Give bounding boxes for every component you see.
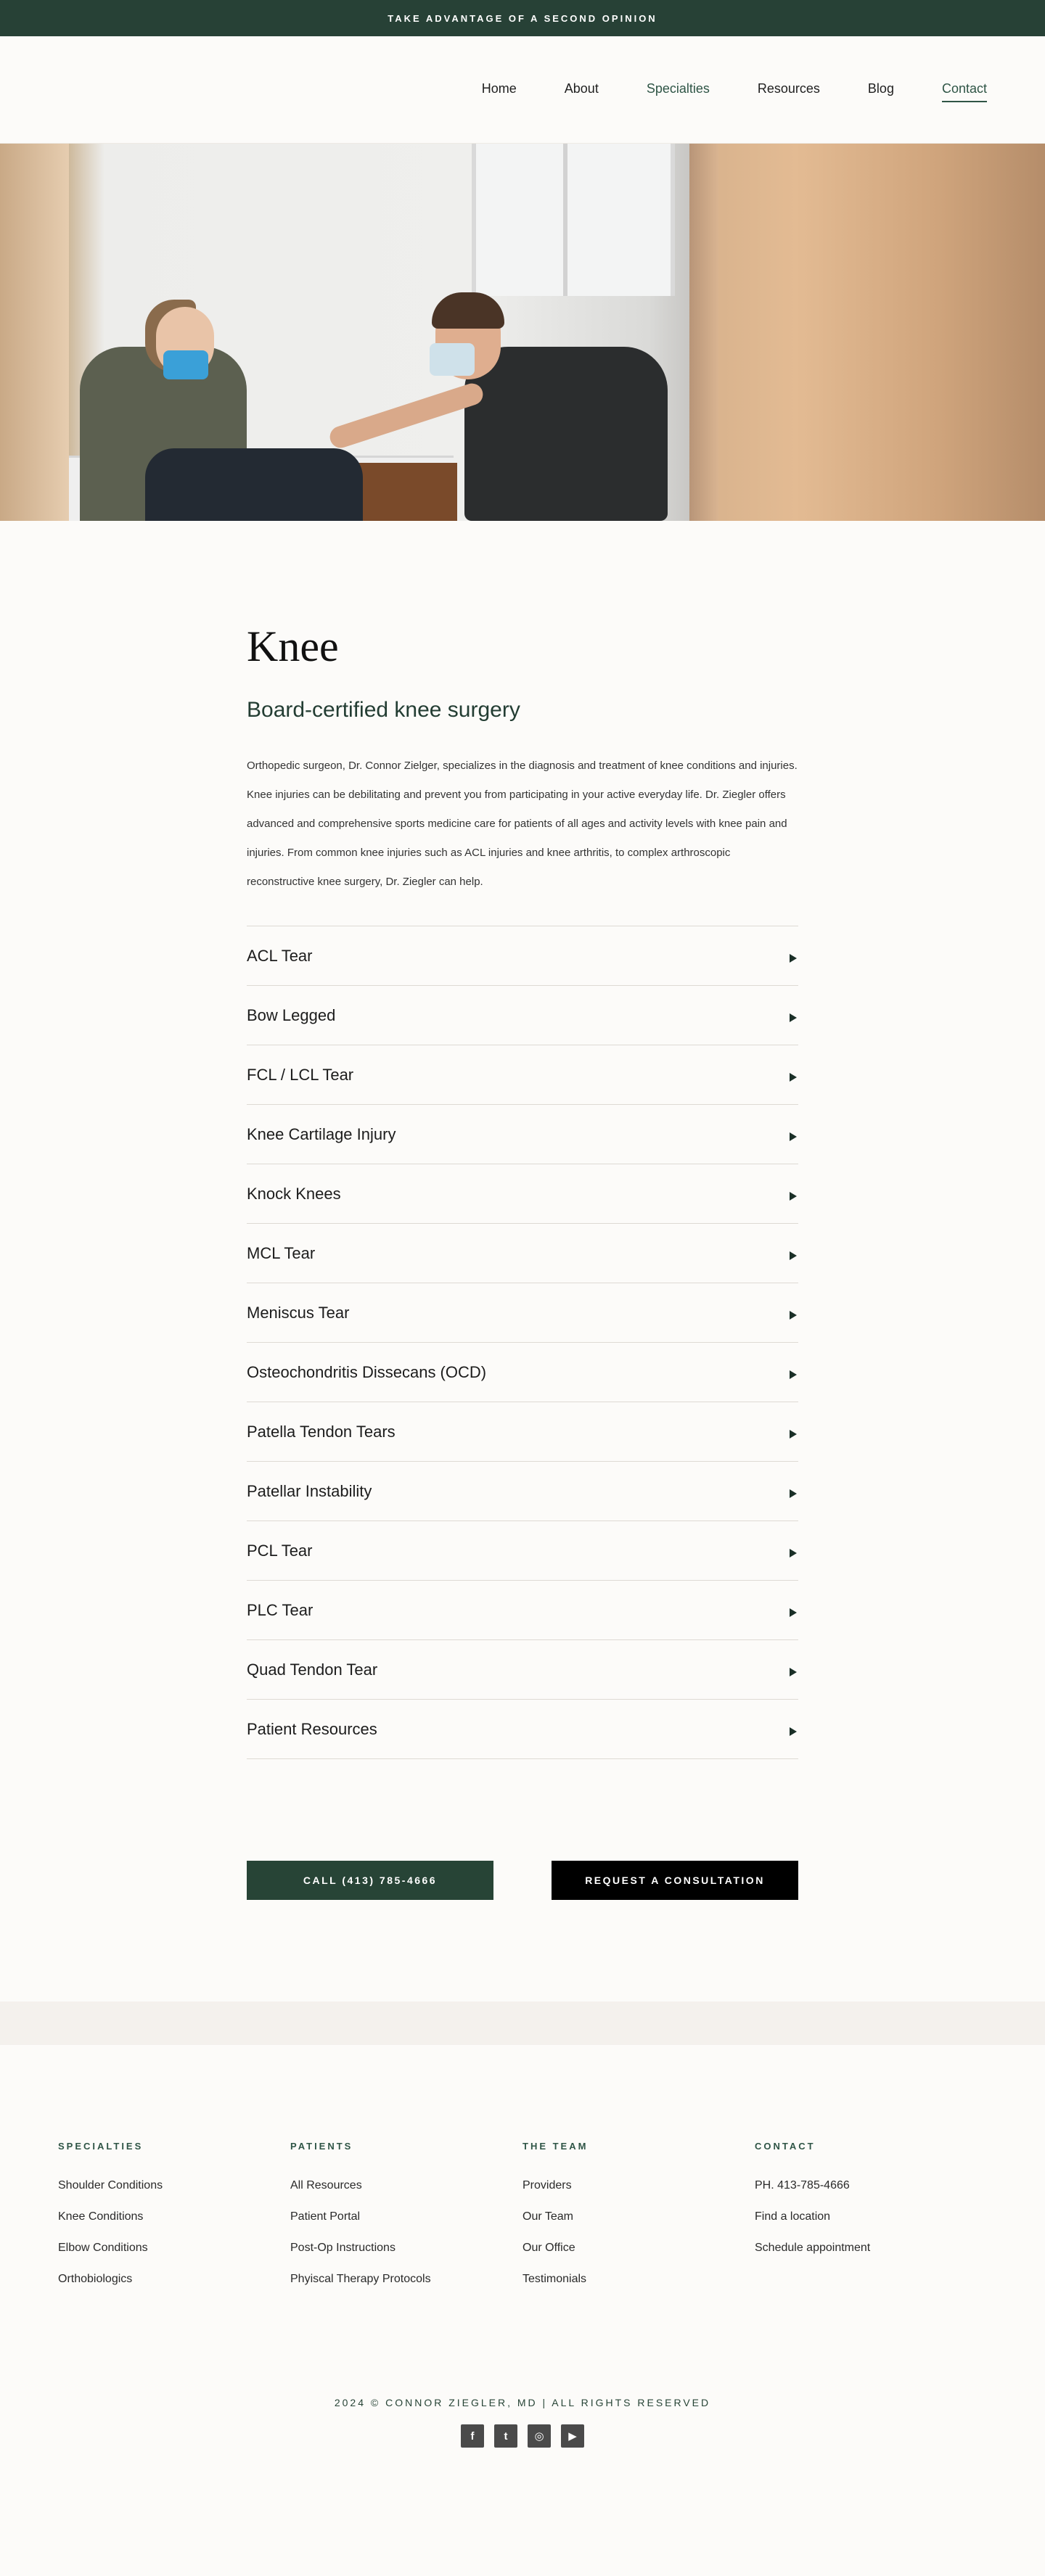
accordion-label: Quad Tendon Tear bbox=[247, 1660, 378, 1679]
accordion-label: Knee Cartilage Injury bbox=[247, 1124, 396, 1143]
footer-heading: PATIENTS bbox=[290, 2141, 353, 2152]
intro-paragraph: Orthopedic surgeon, Dr. Connor Zielger, specializes in the diagnosis and treatment of knee conditions and injuries. Knee injuries can be debilitating and prevent you from participating in your active everyday life. Dr. Ziegler offers advanced and comprehensive sports medicine care for patients of all ages and activity levels with knee pain and injuries. From common knee injuries such as ACL injuries and knee arthritis, to complex arthroscopic reconstructive knee surgery, Dr. Ziegler can help. bbox=[247, 760, 798, 888]
caret-right-icon bbox=[790, 1192, 797, 1201]
accordion-item-knock-knees[interactable] bbox=[247, 1164, 798, 1224]
accordion-item-acl-tear[interactable] bbox=[247, 926, 798, 986]
footer-heading: SPECIALTIES bbox=[58, 2141, 144, 2152]
accordion-item-ocd[interactable] bbox=[247, 1343, 798, 1402]
footer-link[interactable]: Patient Portal bbox=[290, 2210, 361, 2223]
site-footer bbox=[0, 2045, 1045, 2448]
page-subtitle: Board-certified knee surgery bbox=[247, 698, 520, 722]
footer-link[interactable]: All Resources bbox=[290, 2179, 362, 2192]
footer-link-schedule[interactable]: Schedule appointment bbox=[755, 2242, 871, 2254]
footer-heading: THE TEAM bbox=[522, 2141, 589, 2152]
footer-link[interactable]: Providers bbox=[522, 2179, 572, 2192]
footer-col-contact bbox=[755, 2141, 987, 2304]
footer-link[interactable]: Our Team bbox=[522, 2210, 573, 2223]
footer-link[interactable]: Orthobiologics bbox=[58, 2273, 133, 2285]
site-header bbox=[0, 36, 1045, 144]
footer-link-phone[interactable]: PH. 413-785-4666 bbox=[755, 2179, 850, 2192]
youtube-icon[interactable]: ▶ bbox=[561, 2424, 584, 2448]
accordion-label: Osteochondritis Dissecans (OCD) bbox=[247, 1362, 487, 1381]
footer-col-patients bbox=[290, 2141, 522, 2304]
caret-right-icon bbox=[790, 1727, 797, 1736]
request-consultation-button[interactable]: REQUEST A CONSULTATION bbox=[552, 1861, 798, 1900]
footer-link[interactable]: Post-Op Instructions bbox=[290, 2242, 396, 2254]
accordion-label: FCL / LCL Tear bbox=[247, 1065, 354, 1084]
footer-link[interactable]: Elbow Conditions bbox=[58, 2242, 148, 2254]
accordion-item-meniscus-tear[interactable] bbox=[247, 1283, 798, 1343]
accordion-item-fcl-lcl-tear[interactable] bbox=[247, 1045, 798, 1105]
conditions-accordion bbox=[247, 926, 798, 1759]
accordion-item-knee-cartilage-injury[interactable] bbox=[247, 1105, 798, 1164]
nav-specialties[interactable]: Specialties bbox=[646, 81, 710, 96]
caret-right-icon bbox=[790, 1370, 797, 1379]
accordion-label: Patient Resources bbox=[247, 1719, 377, 1738]
caret-right-icon bbox=[790, 1073, 797, 1082]
nav-blog[interactable]: Blog bbox=[867, 81, 894, 96]
caret-right-icon bbox=[790, 1013, 797, 1022]
hero-image bbox=[0, 144, 1045, 521]
accordion-item-patellar-instability[interactable] bbox=[247, 1462, 798, 1521]
nav-home[interactable]: Home bbox=[481, 81, 517, 96]
main-content bbox=[247, 521, 798, 1900]
accordion-item-patient-resources[interactable] bbox=[247, 1700, 798, 1759]
caret-right-icon bbox=[790, 1251, 797, 1260]
nav-about[interactable]: About bbox=[564, 81, 599, 96]
accordion-item-bow-legged[interactable] bbox=[247, 986, 798, 1045]
footer-link[interactable]: Our Office bbox=[522, 2242, 575, 2254]
accordion-label: ACL Tear bbox=[247, 946, 313, 965]
main-nav bbox=[434, 81, 987, 102]
twitter-icon[interactable]: t bbox=[494, 2424, 517, 2448]
accordion-item-mcl-tear[interactable] bbox=[247, 1224, 798, 1283]
accordion-item-quad-tendon-tear[interactable] bbox=[247, 1640, 798, 1700]
accordion-label: PCL Tear bbox=[247, 1541, 313, 1560]
top-banner[interactable] bbox=[0, 0, 1045, 36]
nav-contact[interactable]: Contact bbox=[942, 81, 987, 102]
footer-link[interactable]: Phyiscal Therapy Protocols bbox=[290, 2273, 431, 2285]
caret-right-icon bbox=[790, 1132, 797, 1141]
caret-right-icon bbox=[790, 1668, 797, 1676]
accordion-label: Patellar Instability bbox=[247, 1481, 372, 1500]
caret-right-icon bbox=[790, 1489, 797, 1498]
accordion-item-pcl-tear[interactable] bbox=[247, 1521, 798, 1581]
accordion-label: MCL Tear bbox=[247, 1243, 316, 1262]
footer-columns bbox=[58, 2141, 987, 2304]
caret-right-icon bbox=[790, 1430, 797, 1439]
caret-right-icon bbox=[790, 1608, 797, 1617]
caret-right-icon bbox=[790, 1549, 797, 1557]
copyright-text: 2024 © CONNOR ZIEGLER, MD | ALL RIGHTS RESERVED bbox=[334, 2397, 711, 2408]
accordion-label: Meniscus Tear bbox=[247, 1303, 350, 1322]
social-links bbox=[58, 2424, 987, 2448]
accordion-item-patella-tendon-tears[interactable] bbox=[247, 1402, 798, 1462]
cta-row bbox=[247, 1861, 798, 1900]
accordion-label: Bow Legged bbox=[247, 1005, 336, 1024]
accordion-label: PLC Tear bbox=[247, 1600, 314, 1619]
footer-link[interactable]: Testimonials bbox=[522, 2273, 587, 2285]
banner-text[interactable]: TAKE ADVANTAGE OF A SECOND OPINION bbox=[388, 12, 657, 24]
footer-heading: CONTACT bbox=[755, 2141, 816, 2152]
caret-right-icon bbox=[790, 1311, 797, 1320]
page-title: Knee bbox=[247, 622, 339, 670]
footer-link-find-location[interactable]: Find a location bbox=[755, 2210, 831, 2223]
accordion-label: Knock Knees bbox=[247, 1184, 341, 1203]
accordion-label: Patella Tendon Tears bbox=[247, 1422, 396, 1441]
instagram-icon[interactable]: ◎ bbox=[528, 2424, 551, 2448]
footer-col-the-team bbox=[522, 2141, 755, 2304]
footer-col-specialties bbox=[58, 2141, 290, 2304]
facebook-icon[interactable]: f bbox=[461, 2424, 484, 2448]
caret-right-icon bbox=[790, 954, 797, 963]
call-button[interactable]: CALL (413) 785-4666 bbox=[247, 1861, 493, 1900]
accordion-item-plc-tear[interactable] bbox=[247, 1581, 798, 1640]
footer-link[interactable]: Shoulder Conditions bbox=[58, 2179, 163, 2192]
section-divider-band bbox=[0, 2001, 1045, 2045]
nav-resources[interactable]: Resources bbox=[757, 81, 820, 96]
footer-link[interactable]: Knee Conditions bbox=[58, 2210, 144, 2223]
